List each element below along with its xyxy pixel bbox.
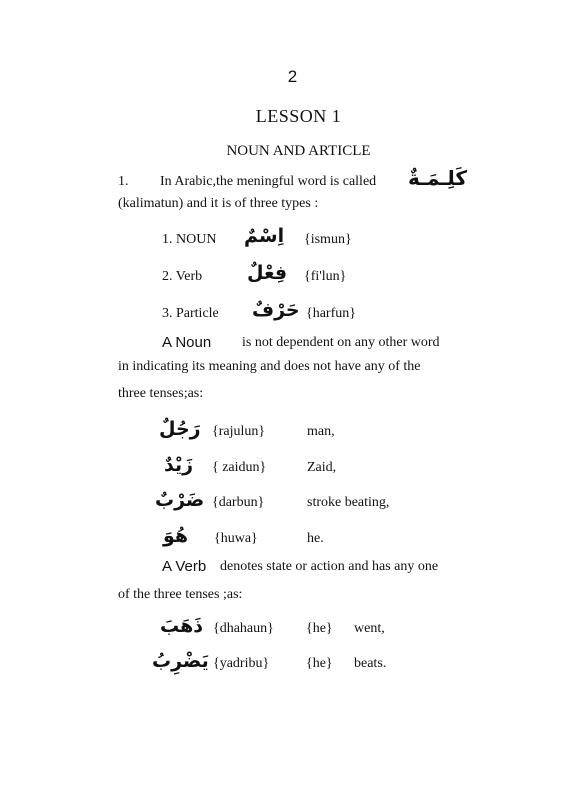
type-verb-arabic: فِعْلٌ bbox=[247, 262, 288, 284]
noun-example-meaning: stroke beating, bbox=[307, 495, 390, 510]
type-particle-translit: {harfun} bbox=[306, 306, 356, 321]
noun-paragraph-line-3: three tenses;as: bbox=[118, 386, 204, 401]
verb-example-pronoun: {he} bbox=[306, 656, 333, 671]
intro-line-1: In Arabic,the meningful word is called bbox=[160, 174, 377, 189]
noun-example-meaning: he. bbox=[307, 531, 324, 546]
noun-example-translit: {huwa} bbox=[214, 531, 258, 546]
noun-paragraph-lead: A Noun bbox=[162, 334, 212, 351]
noun-example-translit: {rajulun} bbox=[212, 424, 266, 439]
verb-example-meaning: went, bbox=[354, 621, 385, 636]
verb-paragraph-line-2: of the three tenses ;as: bbox=[118, 587, 243, 602]
type-noun-translit: {ismun} bbox=[304, 232, 352, 247]
section-title: NOUN AND ARTICLE bbox=[226, 143, 371, 159]
verb-example-translit: {dhahaun} bbox=[213, 621, 274, 636]
type-particle-arabic: حَرْفٌ bbox=[252, 299, 300, 321]
verb-example-translit: {yadribu} bbox=[213, 656, 270, 671]
intro-number: 1. bbox=[118, 174, 129, 189]
verb-paragraph-line-1: denotes state or action and has any one bbox=[220, 559, 439, 574]
verb-paragraph-lead: A Verb bbox=[162, 558, 207, 575]
verb-example-pronoun: {he} bbox=[306, 621, 333, 636]
noun-example-arabic: رَجُلٌ bbox=[159, 418, 201, 440]
type-particle-label: 3. Particle bbox=[162, 306, 219, 321]
type-noun-arabic: اِسْمٌ bbox=[244, 225, 285, 247]
type-verb-translit: {fi'lun} bbox=[304, 269, 347, 284]
noun-paragraph-line-2: in indicating its meaning and does not have any of the bbox=[118, 359, 421, 374]
noun-example-arabic: ضَرْبٌ bbox=[155, 489, 205, 511]
intro-line-2: (kalimatun) and it is of three types : bbox=[118, 196, 319, 211]
noun-example-meaning: Zaid, bbox=[307, 460, 337, 475]
intro-arabic-word: كَلِـمَـةٌ bbox=[408, 166, 468, 190]
type-verb-label: 2. Verb bbox=[162, 269, 203, 284]
noun-example-arabic: زَيْدٌ bbox=[164, 454, 194, 476]
noun-example-meaning: man, bbox=[307, 424, 335, 439]
noun-example-arabic: هُوَ bbox=[163, 525, 189, 547]
verb-example-arabic: يَضْرِبُ bbox=[152, 650, 209, 672]
verb-example-arabic: ذَهَبَ bbox=[160, 615, 204, 637]
type-noun-label: 1. NOUN bbox=[162, 232, 217, 247]
page-number: 2 bbox=[287, 67, 298, 86]
lesson-title: LESSON 1 bbox=[255, 106, 342, 126]
noun-example-translit: {darbun} bbox=[212, 495, 265, 510]
noun-paragraph-line-1: is not dependent on any other word bbox=[242, 335, 440, 350]
noun-example-translit: { zaidun} bbox=[212, 460, 267, 475]
verb-example-meaning: beats. bbox=[354, 656, 387, 671]
